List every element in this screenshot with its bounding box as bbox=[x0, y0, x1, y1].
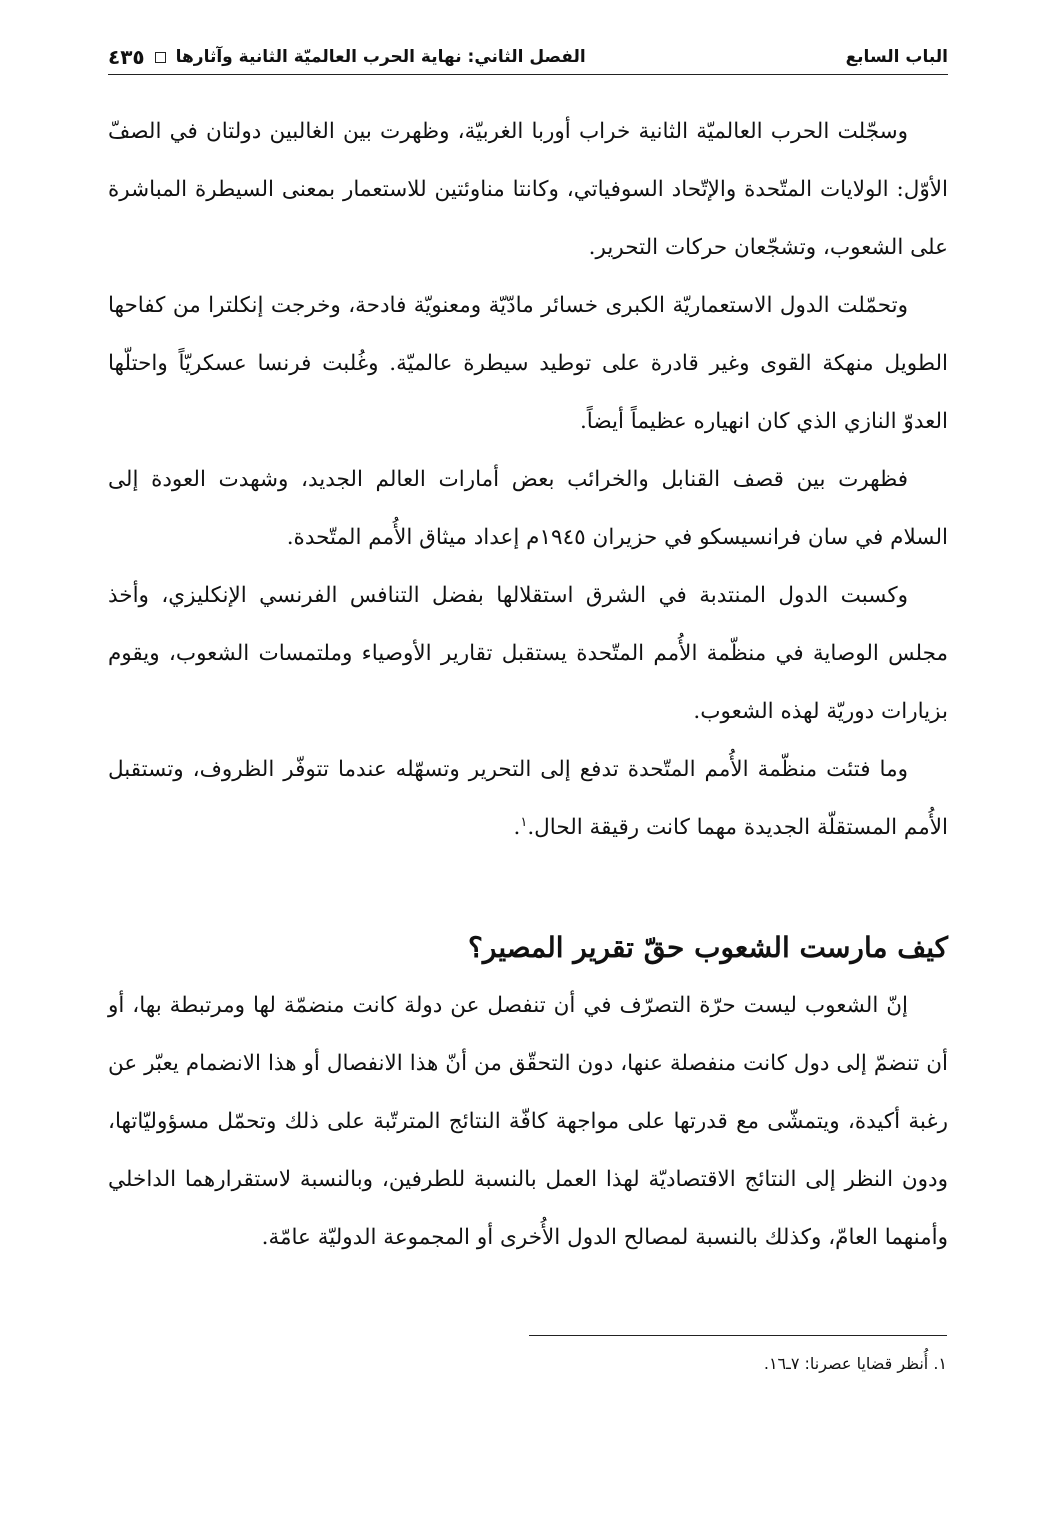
paragraph: وكسبت الدول المنتدبة في الشرق استقلالها بفضل التنافس الفرنسي الإنكليزي، وأخذ مجلس الوصاية في منظّمة الأُمم المتّحدة يستقبل تقارير الأوصياء وملتمسات الشعوب، ويقوم بزيارات دوريّة لهذه الشعوب. bbox=[108, 583, 948, 724]
running-header bbox=[108, 40, 948, 75]
footnote-divider bbox=[529, 1335, 947, 1336]
section-heading: كيف مارست الشعوب حقّ تقرير المصير؟ bbox=[468, 931, 948, 964]
paragraph: وتحمّلت الدول الاستعماريّة الكبرى خسائر مادّيّة ومعنويّة فادحة، وخرجت إنكلترا من كفاحها الطويل منهكة القوى وغير قادرة على توطيد سيطرة عالميّة. وغُلبت فرنسا عسكريّاً واحتلّها العدوّ النازي الذي كان انهياره عظيماً أيضاً. bbox=[108, 293, 948, 434]
paragraph-end-mark: . bbox=[513, 815, 521, 840]
footnote: ١. أُنظر قضايا عصرنا: ٧ـ١٦. bbox=[763, 1354, 947, 1373]
paragraph: إنّ الشعوب ليست حرّة التصرّف في أن تنفصل عن دولة كانت منضمّة لها ومرتبطة بها، أو أن تنضمّ إلى دول كانت منفصلة عنها، دون التحقّق من أنّ هذا الانفصال أو هذا الانضمام يعبّر عن رغبة أكيدة، ويتمشّى مع قدرتها على مواجهة كافّة النتائج المترتّبة على ذلك وتحمّل مسؤوليّاتها، ودون النظر إلى النتائج الاقتصاديّة لهذا العمل بالنسبة للطرفين، وبالنسبة لاستقرارهما الداخلي وأمنهما العامّ، وكذلك بالنسبة لمصالح الدول الأُخرى أو المجموعة الدوليّة عامّة. bbox=[108, 993, 948, 1250]
running-header-section-group bbox=[108, 45, 586, 69]
paragraph-with-footnote bbox=[108, 741, 948, 857]
paragraph-text: وما فتئت منظّمة الأُمم المتّحدة تدفع إلى التحرير وتسهّله عندما تتوفّر الظروف، وتستقبل الأُمم المستقلّة الجديدة مهما كانت رقيقة الحال. bbox=[108, 757, 948, 840]
square-separator-icon bbox=[155, 52, 166, 63]
page-number: ٤٣٥ bbox=[108, 45, 145, 69]
paragraph: فظهرت بين قصف القنابل والخرائب بعض أمارات العالم الجديد، وشهدت العودة إلى السلام في سان فرانسيسكو في حزيران ١٩٤٥م إعداد ميثاق الأُمم المتّحدة. bbox=[108, 467, 948, 550]
paragraph: وسجّلت الحرب العالميّة الثانية خراب أوربا الغربيّة، وظهرت بين الغالبين دولتان في الصفّ الأوّل: الولايات المتّحدة والإتّحاد السوفياتي، وكانتا مناوئتين للاستعمار بمعنى السيطرة المباشرة على الشعوب، وتشجّعان حركات التحرير. bbox=[108, 119, 948, 260]
footnote-reference: ١ bbox=[520, 814, 528, 830]
page-body bbox=[108, 103, 948, 1267]
running-header-chapter: الباب السابع bbox=[845, 47, 948, 67]
running-header-section-title: الفصل الثاني: نهاية الحرب العالميّة الثانية وآثارها bbox=[175, 47, 586, 67]
